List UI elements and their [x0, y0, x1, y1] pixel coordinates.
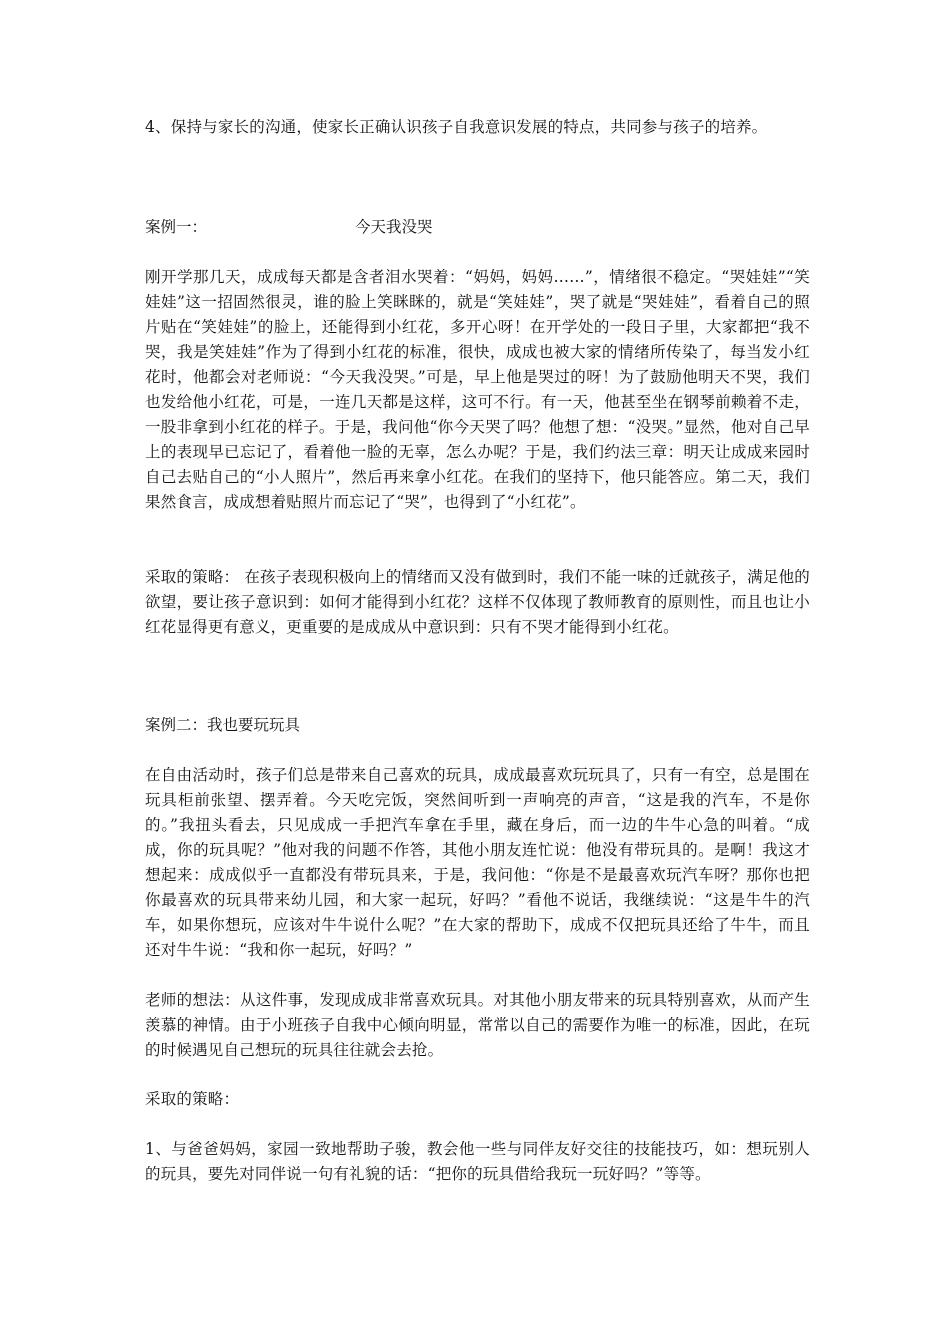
case-2-title: 案例二：我也要玩玩具 [145, 716, 301, 734]
case-2-strategy-item-1: 1、与爸爸妈妈，家园一致地帮助子骏，教会他一些与同伴友好交往的技能技巧，如：想玩别人的玩具，要先对同伴说一句有礼貌的话：“把你的玩具借给我玩一玩好吗？”等等。 [145, 1140, 810, 1183]
case-1-title: 今天我没哭 [355, 218, 433, 236]
case-2-body: 在自由活动时，孩子们总是带来自己喜欢的玩具，成成最喜欢玩玩具了，只有一有空，总是围在玩具柜前张望、摆弄着。今天吃完饭，突然间听到一声响亮的声音，“这是我的汽车，不是你的。”我扭头看去，只见成成一手把汽车拿在手里，藏在身后，而一边的牛牛心急的叫着。“成成，你的玩具呢？”他对我的问题不作答，其他小朋友连忙说：他没有带玩具的。是啊！我这才想起来：成成似乎一直都没有带玩具来，于是，我问他：“你是不是最喜欢玩汽车呀？那你也把你最喜欢的玩具带来幼儿园，和大家一起玩，好吗？”看他不说话，我继续说：“这是牛牛的汽车，如果你想玩，应该对牛牛说什么呢？”在大家的帮助下，成成不仅把玩具还给了牛牛，而且还对牛牛说：“我和你一起玩，好吗？” [145, 766, 810, 959]
case-1-strategy: 采取的策略： 在孩子表现积极向上的情绪而又没有做到时，我们不能一味的迁就孩子，满足他的欲望，要让孩子意识到：如何才能得到小红花？这样不仅体现了教师教育的原则性，而且也让小红花显得更有意义，更重要的是成成从中意识到：只有不哭才能得到小红花。 [145, 568, 810, 636]
case-2-strategy-label: 采取的策略： [145, 1090, 240, 1108]
case-1-body: 刚开学那几天，成成每天都是含者泪水哭着：“妈妈，妈妈……”，情绪很不稳定。“哭娃娃”“笑娃娃”这一招固然很灵，谁的脸上笑眯眯的，就是“笑娃娃”，哭了就是“哭娃娃”，看着自己的照片贴在“笑娃娃”的脸上，还能得到小红花，多开心呀！在开学处的一段日子里，大家都把“我不哭，我是笑娃娃”作为了得到小红花的标准，很快，成成也被大家的情绪所传染了，每当发小红花时，他都会对老师说：“今天我没哭。”可是，早上他是哭过的呀！为了鼓励他明天不哭，我们也发给他小红花，可是，一连几天都是这样，这可不行。有一天，他甚至坐在钢琴前赖着不走，一股非拿到小红花的样子。于是，我问他“你今天哭了吗？他想了想：“没哭。”显然，他对自己早上的表现早已忘记了，看着他一脸的无辜，怎么办呢？于是，我们约法三章：明天让成成来园时自己去贴自己的“小人照片”，然后再来拿小红花。在我们的坚持下，他只能答应。第二天，我们果然食言，成成想着贴照片而忘记了“哭”，也得到了“小红花”。 [145, 268, 810, 511]
case-2-teacher-thought: 老师的想法：从这件事，发现成成非常喜欢玩具。对其他小朋友带来的玩具特别喜欢，从而产生羡慕的神情。由于小班孩子自我中心倾向明显，常常以自己的需要作为唯一的标准，因此，在玩的时候遇见自己想玩的玩具往往就会去抢。 [145, 991, 810, 1059]
case-1-label: 案例一： [145, 218, 208, 236]
item-4-paragraph: 4、保持与家长的沟通，使家长正确认识孩子自我意识发展的特点，共同参与孩子的培养。 [145, 118, 768, 136]
case-1-heading [145, 215, 433, 240]
